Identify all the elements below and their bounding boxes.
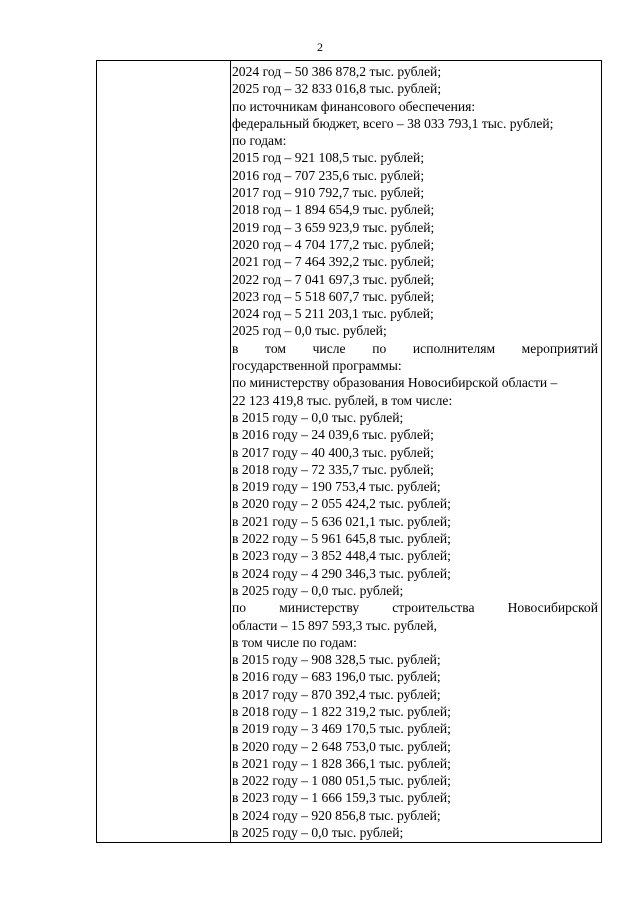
text-line: 2025 год – 32 833 016,8 тыс. рублей; xyxy=(232,81,442,97)
text-line: в 2024 году – 4 290 346,3 тыс. рублей; xyxy=(232,565,451,581)
text-line: в 2016 году – 24 039,6 тыс. рублей; xyxy=(232,427,434,443)
text-line: в 2015 году – 908 328,5 тыс. рублей; xyxy=(232,652,441,668)
financing-text xyxy=(232,63,598,841)
text-line: 2024 год – 5 211 203,1 тыс. рублей; xyxy=(232,306,434,322)
text-line: в 2022 году – 1 080 051,5 тыс. рублей; xyxy=(232,773,451,789)
text-line: в 2022 году – 5 961 645,8 тыс. рублей; xyxy=(232,531,451,547)
text-line: 2024 год – 50 386 878,2 тыс. рублей; xyxy=(232,64,442,79)
text-line: в 2019 году – 3 469 170,5 тыс. рублей; xyxy=(232,721,451,737)
text-line: 2021 год – 7 464 392,2 тыс. рублей; xyxy=(232,254,435,270)
text-line: федеральный бюджет, всего – 38 033 793,1 тыс. рублей; xyxy=(232,115,554,131)
text-line: 2022 год – 7 041 697,3 тыс. рублей; xyxy=(232,271,435,287)
text-line: по годам: xyxy=(232,133,287,149)
text-line: 2019 год – 3 659 923,9 тыс. рублей; xyxy=(232,219,435,235)
text-line: в 2017 году – 40 400,3 тыс. рублей; xyxy=(232,444,434,460)
text-line: в 2020 году – 2 055 424,2 тыс. рублей; xyxy=(232,496,451,512)
text-line: области – 15 897 593,3 тыс. рублей, xyxy=(232,617,438,633)
text-line: 2023 год – 5 518 607,7 тыс. рублей; xyxy=(232,288,435,304)
text-line: в том числе по годам: xyxy=(232,634,357,650)
text-line: в 2018 году – 1 822 319,2 тыс. рублей; xyxy=(232,703,451,719)
text-line: в 2021 году – 1 828 366,1 тыс. рублей; xyxy=(232,755,451,771)
column-divider xyxy=(230,61,231,842)
text-line: в 2021 году – 5 636 021,1 тыс. рублей; xyxy=(232,513,451,529)
text-line: в 2023 году – 3 852 448,4 тыс. рублей; xyxy=(232,548,451,564)
text-line: в 2024 году – 920 856,8 тыс. рублей; xyxy=(232,807,441,823)
text-line: в 2019 году – 190 753,4 тыс. рублей; xyxy=(232,479,441,495)
text-line: 2018 год – 1 894 654,9 тыс. рублей; xyxy=(232,202,435,218)
text-line: в 2015 году – 0,0 тыс. рублей; xyxy=(232,409,404,425)
text-line: государственной программы: xyxy=(232,358,402,374)
text-line: в 2020 году – 2 648 753,0 тыс. рублей; xyxy=(232,738,451,754)
text-line: 2015 год – 921 108,5 тыс. рублей; xyxy=(232,150,425,166)
text-line: в 2025 году – 0,0 тыс. рублей; xyxy=(232,825,404,841)
text-line: 2020 год – 4 704 177,2 тыс. рублей; xyxy=(232,236,435,252)
text-line: в 2016 году – 683 196,0 тыс. рублей; xyxy=(232,669,441,685)
text-line: по министерству строительства Новосибирской xyxy=(232,600,598,616)
text-line: 2016 год – 707 235,6 тыс. рублей; xyxy=(232,167,425,183)
text-line: в 2017 году – 870 392,4 тыс. рублей; xyxy=(232,686,441,702)
page-number: 2 xyxy=(317,40,323,54)
text-line: в 2025 году – 0,0 тыс. рублей; xyxy=(232,582,404,598)
text-line: в 2018 году – 72 335,7 тыс. рублей; xyxy=(232,461,434,477)
text-line: 2017 год – 910 792,7 тыс. рублей; xyxy=(232,185,425,201)
text-line: по министерству образования Новосибирской области – xyxy=(232,375,558,391)
text-line: 22 123 419,8 тыс. рублей, в том числе: xyxy=(232,392,453,408)
text-line: в 2023 году – 1 666 159,3 тыс. рублей; xyxy=(232,790,451,806)
text-line: в том числе по исполнителям мероприятий xyxy=(232,340,598,356)
text-line: 2025 год – 0,0 тыс. рублей; xyxy=(232,323,387,339)
text-line: по источникам финансового обеспечения: xyxy=(232,98,476,114)
